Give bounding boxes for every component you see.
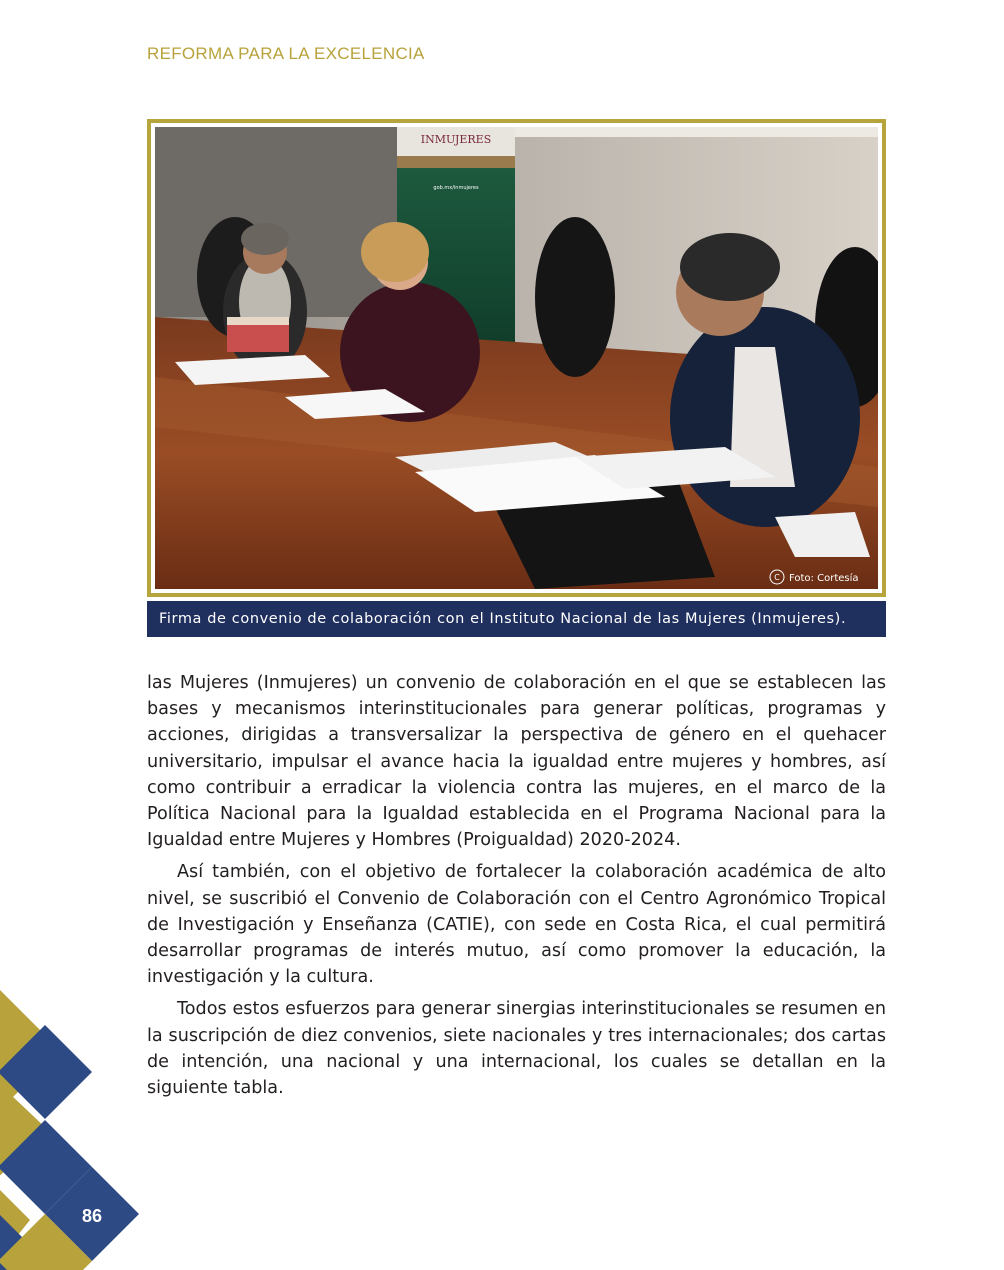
paragraph: Así también, con el objetivo de fortalecer la colaboración académica de alto nivel, se suscribió el Convenio de Colaboración con el Centro Agronómico Tropical de Investigación y Enseñanza (CATIE), con sede en Costa Rica, el cual permitirá desarrollar programas de interés mutuo, así como promover la educación, la investigación y la cultura. xyxy=(147,862,886,988)
photo-caption: Firma de convenio de colaboración con el Instituto Nacional de las Mujeres (Inmujeres). xyxy=(147,601,886,637)
book-stack xyxy=(227,322,289,352)
body-text xyxy=(147,670,886,1107)
chair-middle xyxy=(535,217,615,377)
page-number: 86 xyxy=(81,1206,103,1226)
person-middle-hair xyxy=(361,222,429,282)
book-stack-top xyxy=(227,317,289,325)
banner-brand: INMUJERES xyxy=(420,133,492,146)
ceiling-light xyxy=(515,127,878,137)
photo-frame xyxy=(147,119,886,597)
running-header: REFORMA PARA LA EXCELENCIA xyxy=(147,44,425,63)
paragraph: Todos estos esfuerzos para generar sinergias interinstitucionales se resumen en la suscripción de diez convenios, siete nacionales y tres internacionales; dos cartas de intención, una nacional y una internacional, los cuales se detallan en la siguiente tabla. xyxy=(147,999,886,1099)
copyright-glyph: C xyxy=(774,573,780,582)
signing-photo xyxy=(155,127,878,589)
banner-web: gob.mx/inmujeres xyxy=(433,185,479,191)
person-right-hair xyxy=(680,233,780,301)
paragraph: las Mujeres (Inmujeres) un convenio de colaboración en el que se establecen las bases y mecanismos interinstitucionales para generar políticas, programas y acciones, dirigidas a transversalizar la perspectiva de género en el quehacer universitario, impulsar el avance hacia la igualdad entre mujeres y hombres, así como contribuir a erradicar la violencia contra las mujeres, en el marco de la Política Nacional para la Igualdad establecida en el Programa Nacional para la Igualdad entre Mujeres y Hombres (Proigualdad) 2020-2024. xyxy=(147,673,886,851)
person-left-hair xyxy=(241,223,289,255)
photo-credit: Foto: Cortesía xyxy=(789,573,859,584)
